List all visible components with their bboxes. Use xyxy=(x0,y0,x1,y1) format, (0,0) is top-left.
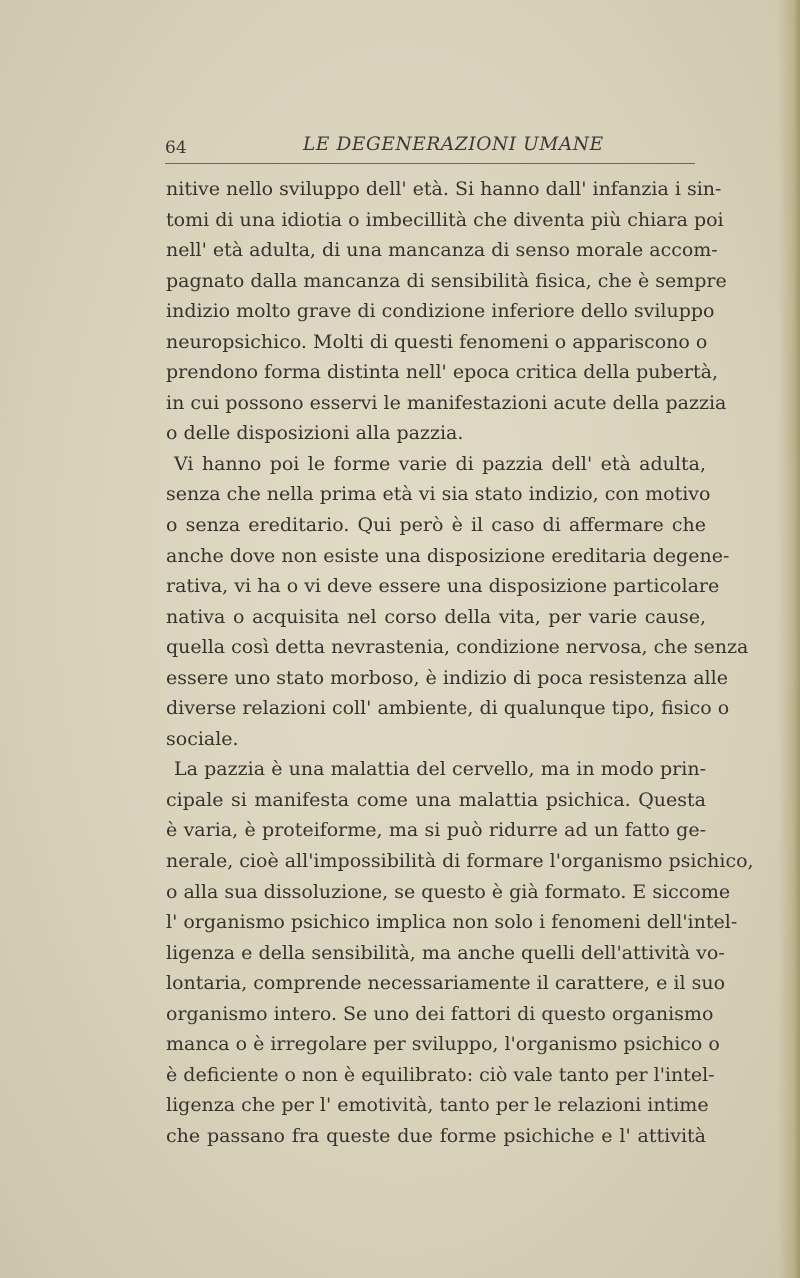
text-line: manca o è irregolare per sviluppo, l'organismo psichico o xyxy=(166,1033,720,1056)
page-number: 64 xyxy=(165,138,187,158)
text-line: o delle disposizioni alla pazzia. xyxy=(166,422,464,445)
text-line: indizio molto grave di condizione inferiore dello sviluppo xyxy=(166,300,715,323)
text-line: senza che nella prima età vi sia stato indizio, con motivo xyxy=(166,483,711,506)
text-line: organismo intero. Se uno dei fattori di questo organismo xyxy=(166,1002,714,1025)
text-line: lontaria, comprende necessariamente il carattere, e il suo xyxy=(166,972,726,995)
text-line: tomi di una idiotia o imbecillità che diventa più chiara poi xyxy=(166,208,724,231)
text-line: essere uno stato morboso, è indizio di poca resistenza alle xyxy=(166,666,728,689)
text-line: quella così detta nevrastenia, condizione nervosa, che senza xyxy=(166,636,749,659)
text-line: ligenza e della sensibilità, ma anche quelli dell'attività vo- xyxy=(166,941,725,964)
page-edge-shadow xyxy=(778,0,800,1278)
text-line: è varia, è proteiforme, ma si può ridurre ad un fatto ge- xyxy=(166,819,706,842)
text-line: l' organismo psichico implica non solo i fenomeni dell'intel- xyxy=(166,911,738,934)
body-text xyxy=(166,174,754,1152)
text-line: o senza ereditario. Qui però è il caso di affermare che xyxy=(166,514,706,537)
text-line: Vi hanno poi le forme varie di pazzia dell' età adulta, xyxy=(174,452,706,475)
text-line: anche dove non esiste una disposizione ereditaria degene- xyxy=(166,544,730,567)
text-line: è deficiente o non è equilibrato: ciò vale tanto per l'intel- xyxy=(166,1063,715,1086)
text-line: nitive nello sviluppo dell' età. Si hanno dall' infanzia i sin- xyxy=(166,178,722,200)
text-line: neuropsichico. Molti di questi fenomeni o appariscono o xyxy=(166,330,708,353)
text-line: ligenza che per l' emotività, tanto per le relazioni intime xyxy=(166,1094,709,1117)
page-header xyxy=(165,134,695,162)
text-line: cipale si manifesta come una malattia psichica. Questa xyxy=(166,788,706,811)
text-line: sociale. xyxy=(166,727,239,750)
text-line: pagnato dalla mancanza di sensibilità fisica, che è sempre xyxy=(166,269,727,292)
text-line: rativa, vi ha o vi deve essere una disposizione particolare xyxy=(166,575,720,598)
text-line: prendono forma distinta nell' epoca critica della pubertà, xyxy=(166,361,719,384)
text-line: che passano fra queste due forme psichiche e l' attività xyxy=(166,1124,706,1147)
header-rule xyxy=(165,163,695,164)
text-line: nerale, cioè all'impossibilità di formare l'organismo psichico, xyxy=(166,850,754,873)
text-line: in cui possono esservi le manifestazioni acute della pazzia xyxy=(166,391,727,414)
text-line: diverse relazioni coll' ambiente, di qualunque tipo, fisico o xyxy=(166,697,730,720)
running-title: LE DEGENERAZIONI UMANE xyxy=(303,134,604,155)
text-line: nell' età adulta, di una mancanza di senso morale accom- xyxy=(166,239,718,262)
text-line: nativa o acquisita nel corso della vita, per varie cause, xyxy=(166,605,706,628)
text-line: o alla sua dissoluzione, se questo è già formato. E siccome xyxy=(166,880,731,903)
text-line: La pazzia è una malattia del cervello, ma in modo prin- xyxy=(174,758,706,781)
